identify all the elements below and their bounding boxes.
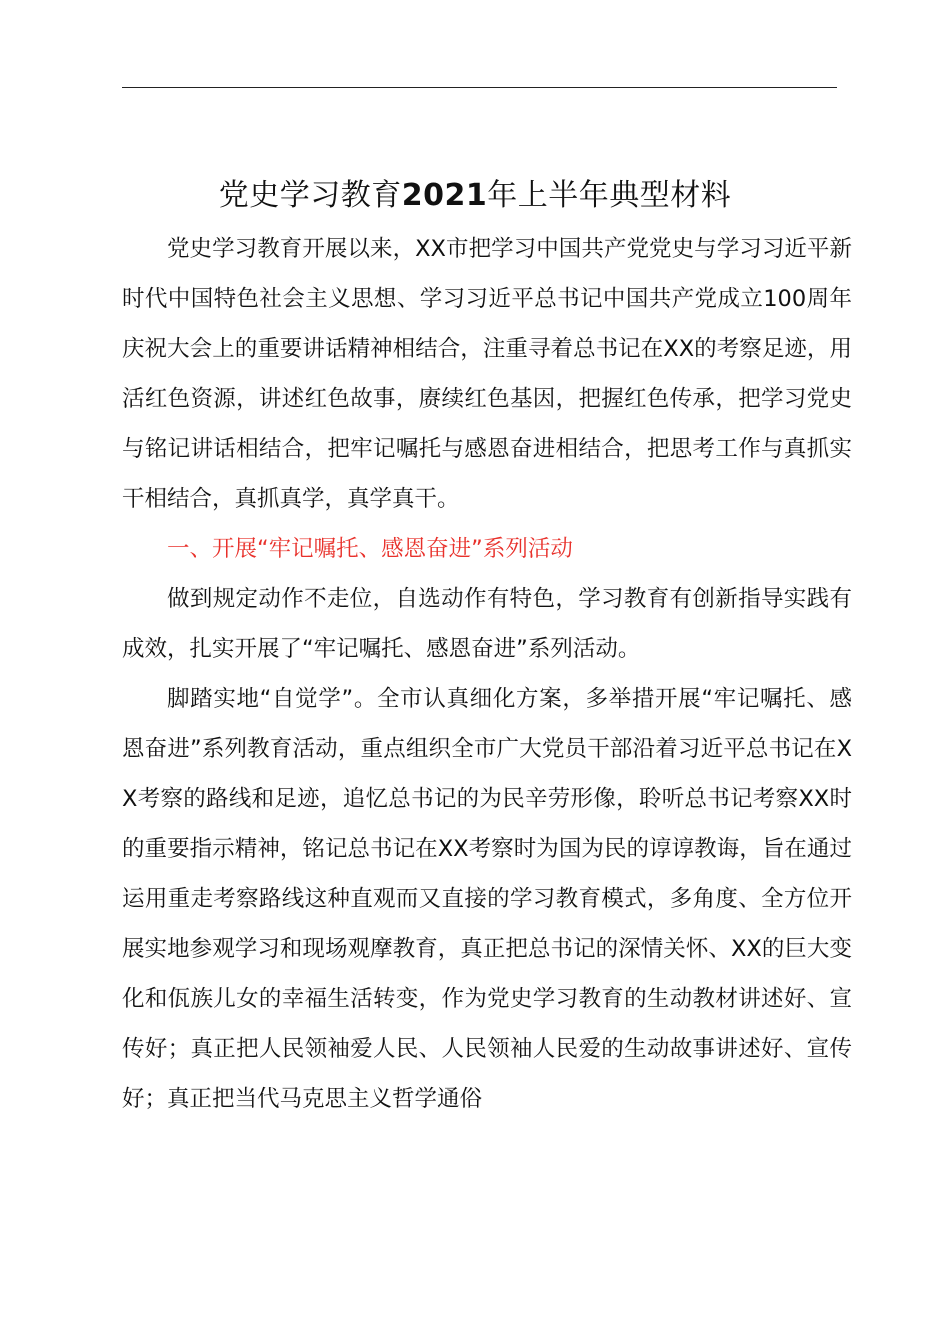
title-text-before: 党史学习教育 [218, 178, 402, 214]
document-body [122, 224, 852, 1124]
section-heading: 一、开展“牢记嘱托、感恩奋进”系列活动 [167, 536, 573, 562]
header-rule [122, 87, 837, 88]
title-year: 2021 [401, 178, 488, 214]
document-title [0, 168, 950, 224]
intro-paragraph: 党史学习教育开展以来，XX市把学习中国共产党党史与学习习近平新时代中国特色社会主义思想、学习习近平总书记中国共产党成立100周年庆祝大会上的重要讲话精神相结合，注重寻着总书记在XX的考察足迹，用活红色资源，讲述红色故事，赓续红色基因，把握红色传承，把学习党史与铭记讲话相结合，把牢记嘱托与感恩奋进相结合，把思考工作与真抓实干相结合，真抓真学，真学真干。 [122, 236, 852, 512]
section-paragraph-2: 脚踏实地“自觉学”。全市认真细化方案，多举措开展“牢记嘱托、感恩奋进”系列教育活动，重点组织全市广大党员干部沿着习近平总书记在XX考察的路线和足迹，追忆总书记的为民辛劳形像，聆听总书记考察XX时的重要指示精神，铭记总书记在XX考察时为国为民的谆谆教诲，旨在通过运用重走考察路线这种直观而又直接的学习教育模式，多角度、全方位开展实地参观学习和现场观摩教育，真正把总书记的深情关怀、XX的巨大变化和佤族儿女的幸福生活转变，作为党史学习教育的生动教材讲述好、宣传好；真正把人民领袖爱人民、人民领袖人民爱的生动故事讲述好、宣传好；真正把当代马克思主义哲学通俗 [122, 686, 852, 1112]
section-paragraph-1: 做到规定动作不走位，自选动作有特色，学习教育有创新指导实践有成效，扎实开展了“牢记嘱托、感恩奋进”系列活动。 [122, 586, 852, 662]
title-text-after: 年上半年典型材料 [487, 178, 732, 214]
